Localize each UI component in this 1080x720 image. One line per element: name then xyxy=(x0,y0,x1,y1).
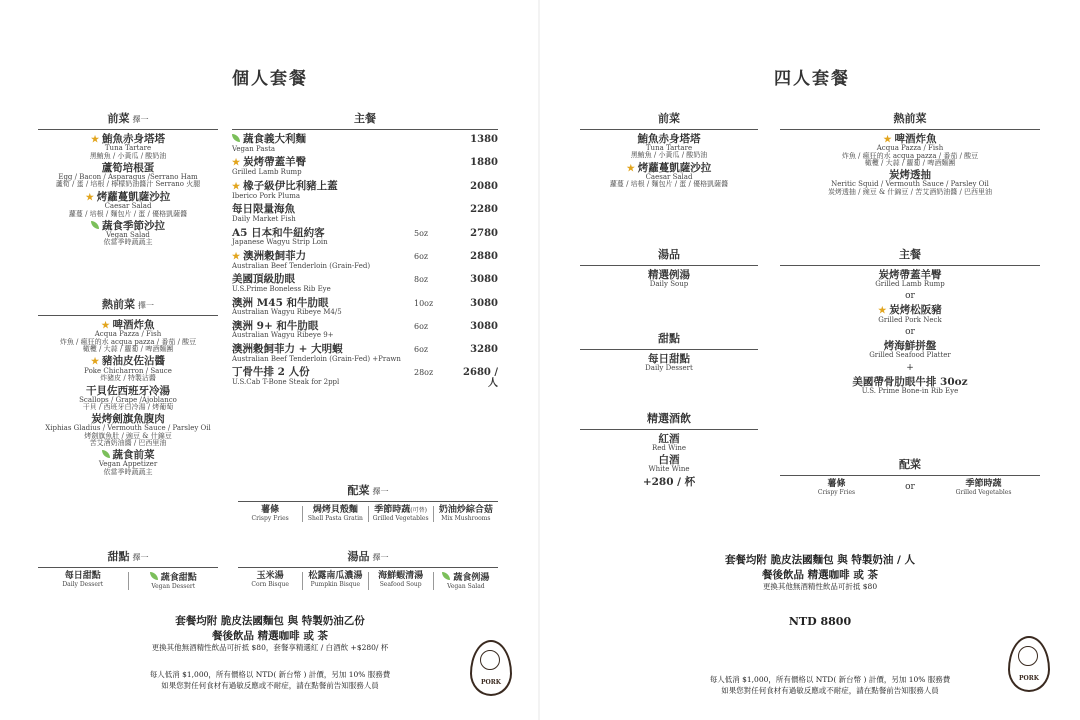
section-header: 主餐 xyxy=(780,246,1040,266)
dessert-section xyxy=(38,548,218,590)
main-item: 美國頂級肋眼 U.S.Prime Boneless Rib Eye 8oz 3080 xyxy=(232,273,498,293)
pig-icon xyxy=(1018,646,1038,666)
menu-item: 蘆筍培根蛋 Egg / Bacon / Asparagus /Serrano Ham 蘆筍 / 蛋 / 培根 / 檸檬奶油醬汁 Serrano 火腿 xyxy=(55,162,201,189)
main-item: 澳洲穀飼菲力 + 大明蝦 Australian Beef Tenderloin (Grain-Fed) +Prawn 6oz 3280 xyxy=(232,343,498,363)
side-item: 季節時蔬(可替) Grilled Vegetables xyxy=(368,506,433,522)
menu-item: ★ 烤蘿蔓凱薩沙拉 Caesar Salad 蘿蔓 / 培根 / 麵包片 / 蛋 / 優格凱薩醬 xyxy=(609,161,729,189)
side-item: 薯條 Crispy Fries xyxy=(817,479,856,496)
menu-item: 炭烤劍旗魚腹肉 Xiphias Gladius / Vermouth Sauce / Parsley Oil 烤劍旗魚肚 / 豌豆 & 什錦豆 苦艾酒奶油醬 / 巴西里油 xyxy=(45,413,211,447)
soup-section xyxy=(580,246,758,291)
soup-item: 松露南瓜濃湯 Pumpkin Bisque xyxy=(302,572,367,590)
side-item: 焗烤貝殼麵 Shell Pasta Gratin xyxy=(302,506,367,522)
star-icon: ★ xyxy=(232,181,241,192)
section-header: 甜點 xyxy=(580,330,758,350)
section-header: 前菜 xyxy=(580,110,758,130)
page-title: 四人套餐 xyxy=(774,69,850,89)
menu-item: 烤海鮮拼盤 Grilled Seafood Platter xyxy=(869,340,951,360)
fine-print: 每人低消 $1,000，所有價格以 NTD( 新台幣 ) 計價，另加 10% 服務費 如果您對任何食材有過敏反應或不耐症，請在點餐前告知服務人員 xyxy=(709,675,951,695)
or-separator: or xyxy=(905,482,915,493)
leaf-icon xyxy=(91,221,99,229)
dessert-section xyxy=(580,330,758,375)
menu-item: 白酒 White Wine xyxy=(648,454,690,474)
menu-item: ★ 炭烤松阪豬 Grilled Pork Neck xyxy=(878,304,942,324)
leaf-icon xyxy=(150,572,158,580)
main-item: 蔬食義大利麵 Vegan Pasta 1380 xyxy=(232,133,498,153)
set-price: NTD 8800 xyxy=(788,615,852,628)
side-item: 薯條 Crispy Fries xyxy=(251,505,289,522)
star-icon: ★ xyxy=(90,357,100,368)
menu-item: ★ 鮪魚赤身塔塔 Tuna Tartare 黑鮪魚 / 小黃瓜 / 酸奶油 xyxy=(89,133,167,160)
leaf-icon xyxy=(232,134,240,142)
restaurant-logo: PORK xyxy=(470,640,512,696)
menu-item: 美國帶骨肋眼牛排 30oz U.S. Prime Bone-in Rib Eye xyxy=(852,375,968,395)
dessert-item: 蔬食甜點 Vegan Dessert xyxy=(128,572,219,590)
appetizer-section xyxy=(38,110,218,250)
star-icon: ★ xyxy=(878,306,887,317)
main-course-section xyxy=(780,246,1040,398)
menu-item: 蔬食前菜 Vegan Appetizer 依當季時蔬蔬主 xyxy=(98,449,158,476)
soup-item: 玉米湯 Corn Bisque xyxy=(251,571,289,588)
section-header: 前菜 擇一 xyxy=(38,110,218,130)
section-header: 熱前菜 xyxy=(780,110,1040,130)
menu-item: ★ 啤酒炸魚 Acqua Pazza / Fish 炸魚 / 瘋狂的水 acqua pazza / 番茄 / 酸豆 橄欖 / 大蒜 / 蘿蔔 / 啤酒麵團 xyxy=(841,133,979,168)
menu-item: 鮪魚赤身塔塔 Tuna Tartare 黑鮪魚 / 小黃瓜 / 酸奶油 xyxy=(630,133,708,160)
section-header: 配菜 擇一 xyxy=(238,482,498,502)
hot-appetizer-section xyxy=(38,296,218,479)
menu-item: 紅酒 Red Wine xyxy=(651,433,687,453)
footer-notes: 套餐均附 脆皮法國麵包 與 特製奶油乙份 餐後飲品 精選咖啡 或 茶 更換其他無酒精性飲品可折抵 $80，套餐享精選紅 / 白酒飲 +$280/ 杯 xyxy=(151,615,389,653)
soup-section xyxy=(238,548,498,590)
section-header: 湯品 擇一 xyxy=(238,548,498,568)
or-separator: or xyxy=(905,327,915,338)
or-separator: or xyxy=(905,291,915,302)
section-header: 精選酒飲 xyxy=(580,410,758,430)
dessert-item: 每日甜點 Daily Dessert xyxy=(62,571,104,588)
star-icon: ★ xyxy=(90,135,100,145)
menu-item: 每日甜點 Daily Dessert xyxy=(645,353,693,373)
section-header: 甜點 擇一 xyxy=(38,548,218,568)
main-item: 澳洲 M45 和牛肋眼 Australian Wagyu Ribeye M4/5 10oz 3080 xyxy=(232,296,498,317)
menu-item: ★ 啤酒炸魚 Acqua Pazza / Fish 炸魚 / 瘋狂的水 acqua pazza / 番茄 / 酸豆 橄欖 / 大蒜 / 蘿蔔 / 啤酒麵團 xyxy=(59,319,197,354)
section-header: 湯品 xyxy=(580,246,758,266)
wine-price: +280 / 杯 xyxy=(642,475,696,488)
section-header: 配菜 xyxy=(780,456,1040,476)
sides-section xyxy=(780,456,1040,496)
menu-item: 炭烤帶蓋羊臀 Grilled Lamb Rump xyxy=(875,269,945,289)
main-item: A5 日本和牛紐約客 Japanese Wagyu Strip Loin 5oz 2780 xyxy=(232,226,498,247)
star-icon: ★ xyxy=(101,321,110,331)
hot-appetizer-section xyxy=(780,110,1040,199)
menu-item: ★ 烤蘿蔓凱薩沙拉 Caesar Salad 蘿蔓 / 培根 / 麵包片 / 蛋 / 優格凱薩醬 xyxy=(68,190,188,218)
fine-print: 每人低消 $1,000，所有價格以 NTD( 新台幣 ) 計價，另加 10% 服務費 如果您對任何食材有過敏反應或不耐症，請在點餐前告知服務人員 xyxy=(149,670,391,690)
menu-item: 蔬食季節沙拉 Vegan Salad 依當季時蔬蔬主 xyxy=(38,221,218,247)
star-icon: ★ xyxy=(883,135,892,145)
page-title: 個人套餐 xyxy=(232,69,308,89)
side-item: 奶油炒綜合菇 Mix Mushrooms xyxy=(433,506,498,522)
star-icon: ★ xyxy=(232,158,241,169)
menu-item: ★ 豬油皮佐沾醬 Poke Chicharron / Sauce 炸豬皮 / 特製沾醬 xyxy=(84,355,172,383)
menu-item: 炭烤透抽 Neritic Squid / Vermouth Sauce / Parsley Oil 炭烤透抽 / 豌豆 & 什錦豆 / 苦艾酒奶油醬 / 巴西里油 xyxy=(827,169,993,196)
star-icon: ★ xyxy=(626,163,635,174)
leaf-icon xyxy=(102,450,110,458)
soup-item: 海鮮蝦清湯 Seafood Soup xyxy=(368,572,433,590)
menu-item: 精選例湯 Daily Soup xyxy=(648,269,690,289)
main-item: ★ 澳洲穀飼菲力 Australian Beef Tenderloin (Grain-Fed) 6oz 2880 xyxy=(232,249,498,270)
main-item: 澳洲 9+ 和牛肋眼 Australian Wagyu Ribeye 9+ 6oz 3080 xyxy=(232,319,498,340)
main-item: ★ 炭烤帶蓋羊臀 Grilled Lamb Rump 1880 xyxy=(232,156,498,177)
leaf-icon xyxy=(442,572,450,580)
main-course-section xyxy=(232,110,498,393)
main-item: 丁骨牛排 2 人份 U.S.Cab T-Bone Steak for 2ppl 28oz 2680 / 人 xyxy=(232,366,498,390)
wine-section xyxy=(580,410,758,491)
star-icon: ★ xyxy=(232,251,241,262)
four-person-set-page xyxy=(540,0,1080,720)
side-item: 季節時蔬 Grilled Vegetables xyxy=(955,479,1012,496)
soup-item: 蔬食例湯 Vegan Salad xyxy=(433,572,498,590)
pig-icon xyxy=(480,650,500,670)
appetizer-section xyxy=(580,110,758,192)
section-header: 主餐 xyxy=(232,110,498,130)
star-icon: ★ xyxy=(85,192,94,203)
main-item: 每日限量海魚 Daily Market Fish 2280 xyxy=(232,203,498,223)
section-header: 熱前菜 擇一 xyxy=(38,296,218,316)
restaurant-logo: PORK xyxy=(1008,636,1050,692)
sides-section xyxy=(238,482,498,522)
main-item: ★ 橡子級伊比利豬上蓋 Iberico Pork Pluma 2080 xyxy=(232,179,498,200)
footer-notes: 套餐均附 脆皮法國麵包 與 特製奶油 / 人 餐後飲品 精選咖啡 或 茶 更換其他無酒精性飲品可折抵 $80 xyxy=(724,554,916,592)
menu-item: 干貝佐西班牙冷湯 Scallops / Grape /Ajoblanco 干貝 / 西班牙白冷湯 / 烤葡萄 xyxy=(79,384,177,411)
plus-separator: + xyxy=(906,362,914,373)
